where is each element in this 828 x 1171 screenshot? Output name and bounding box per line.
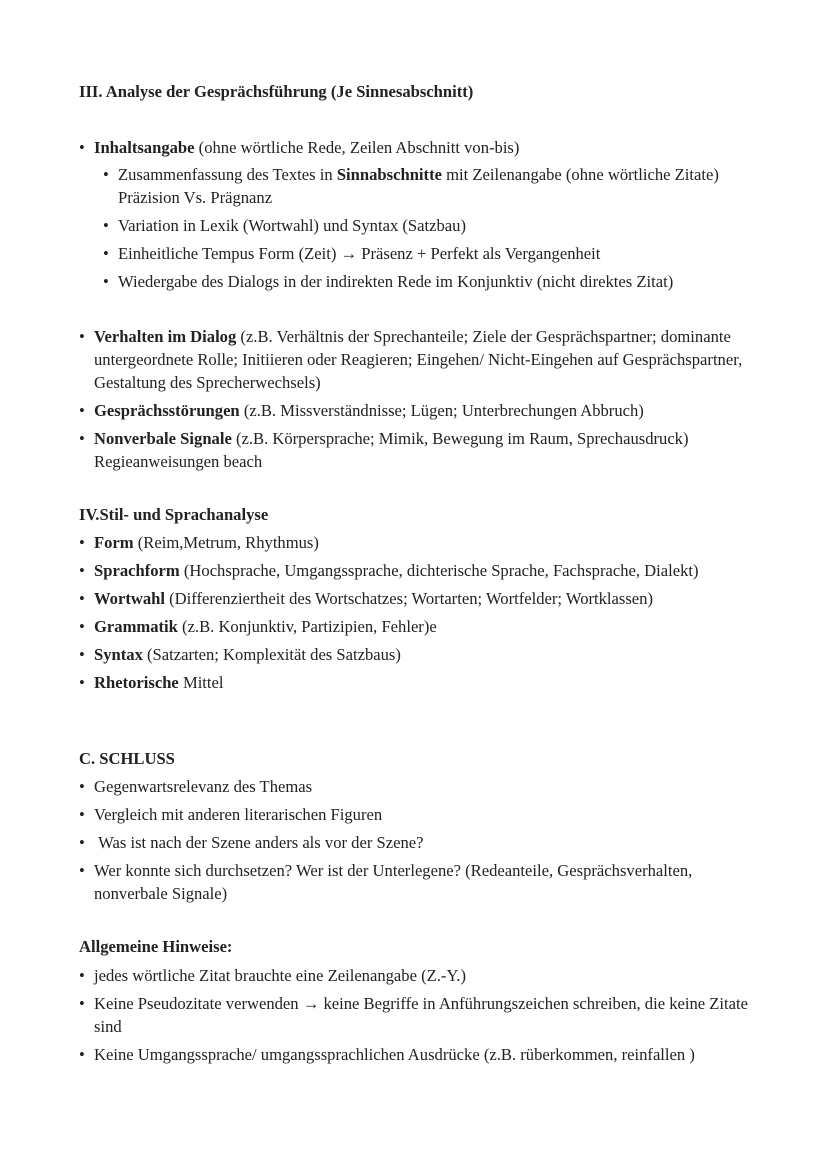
list-item-syntax: • Syntax (Satzarten; Komplexität des Satzbaus): [79, 643, 769, 666]
list-item-zitat: • jedes wörtliche Zitat brauchte eine Zeilenangabe (Z.-Y.): [79, 964, 769, 987]
inhalt-sublist: [103, 163, 769, 293]
list-item-wortwahl: • Wortwahl (Differenziertheit des Wortschatzes; Wortarten; Wortfelder; Wortklassen): [79, 587, 769, 610]
list-item-rhetorische: • Rhetorische Mittel: [79, 671, 769, 694]
list-item-stoerungen: • Gesprächsstörungen (z.B. Missverständnisse; Lügen; Unterbrechungen Abbruch): [79, 399, 769, 422]
section-heading-stil: IV.Stil- und Sprachanalyse: [79, 505, 269, 524]
schluss-list: [79, 775, 769, 905]
list-item-grammatik: • Grammatik (z.B. Konjunktiv, Partizipien, Fehler)e: [79, 615, 769, 638]
sub-item-tempus: • Einheitliche Tempus Form (Zeit) → Präsenz + Perfekt als Vergangenheit: [103, 242, 769, 265]
list-item-pseudozitate: • Keine Pseudozitate verwenden → keine Begriffe in Anführungszeichen schreiben, die keine Zitate sind: [79, 992, 769, 1038]
list-item-vergleich: • Vergleich mit anderen literarischen Figuren: [79, 803, 769, 826]
section-heading-analyse: III. Analyse der Gesprächsführung (Je Sinnesabschnitt): [79, 82, 474, 101]
list-item-nonverbal: • Nonverbale Signale (z.B. Körpersprache; Mimik, Bewegung im Raum, Sprechausdruck) Regieanweisungen beach: [79, 427, 769, 473]
list-item-durchsetzen: • Wer konnte sich durchsetzen? Wer ist der Unterlegene? (Redeanteile, Gesprächsverhalten, nonverbale Signale): [79, 859, 769, 905]
sub-item-zusammenfassung: • Zusammenfassung des Textes in Sinnabschnitte mit Zeilenangabe (ohne wörtliche Zitate) Präzision Vs. Prägnanz: [103, 163, 769, 209]
list-item-sprachform: • Sprachform (Hochsprache, Umgangssprache, dichterische Sprache, Fachsprache, Dialekt): [79, 559, 769, 582]
dialog-list: [79, 325, 769, 473]
list-item-gegenwart: • Gegenwartsrelevanz des Themas: [79, 775, 769, 798]
sub-item-variation: • Variation in Lexik (Wortwahl) und Syntax (Satzbau): [103, 214, 769, 237]
inhalt-list: [79, 136, 769, 293]
section-heading-schluss: C. SCHLUSS: [79, 749, 175, 768]
sub-item-wiedergabe: • Wiedergabe des Dialogs in der indirekten Rede im Konjunktiv (nicht direktes Zitat): [103, 270, 769, 293]
list-item-form: • Form (Reim,Metrum, Rhythmus): [79, 531, 769, 554]
list-item-inhaltsangabe: • Inhaltsangabe (ohne wörtliche Rede, Zeilen Abschnitt von-bis) • Zusammenfassung des Textes in Sinnabschnitte mit Zeilenangabe (ohne wörtliche Zitate) Präzision Vs. Prägnanz • Variation in Lexik (Wortwahl) und Syntax (Satzbau) • Einheitliche Tempus Form (Zeit) → Präsenz + Perfekt als Vergangenheit • Wiedergabe des Dialogs in der indirekten Rede im Konjunktiv (nicht direktes Zitat): [79, 136, 769, 293]
stil-list: [79, 531, 769, 694]
list-item-verhalten: • Verhalten im Dialog (z.B. Verhältnis der Sprechanteile; Ziele der Gesprächspartner; dominante untergeordnete Rolle; Initiieren oder Reagieren; Eingehen/ Nicht-Eingehen auf Gesprächspartner, Gestaltung des Sprecherwechsels): [79, 325, 769, 394]
list-item-umgangssprache: • Keine Umgangssprache/ umgangssprachlichen Ausdrücke (z.B. rüberkommen, reinfallen ): [79, 1043, 769, 1066]
list-item-szene: • Was ist nach der Szene anders als vor der Szene?: [79, 831, 769, 854]
section-heading-hinweise: Allgemeine Hinweise:: [79, 937, 233, 956]
hinweise-list: [79, 964, 769, 1066]
